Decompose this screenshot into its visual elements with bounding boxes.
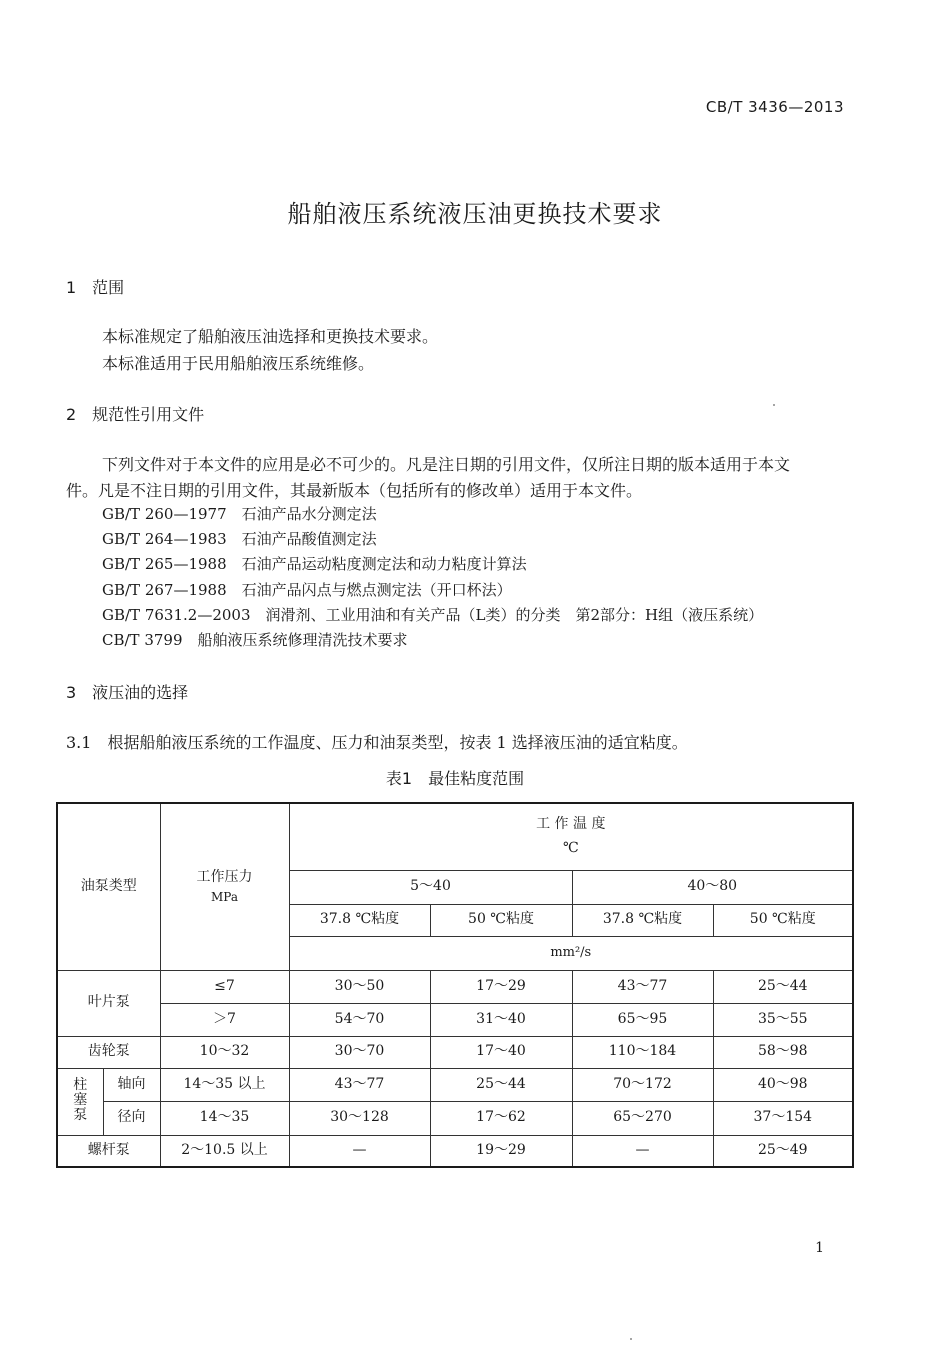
table-row [57,970,853,1003]
table-row [57,1036,853,1068]
table-row [57,1135,853,1167]
pump-vane: 叶片泵 [57,970,160,1036]
value-cell: 25～44 [430,1068,572,1101]
header-range-5-40: 5～40 [289,870,572,904]
viscosity-table [56,802,854,1168]
pressure-cell: 10～32 [160,1036,289,1068]
pump-screw: 螺杆泵 [57,1135,160,1167]
table-caption: 表1 最佳粘度范围 [385,769,525,788]
header-temperature-unit: ℃ [562,839,579,856]
header-visc-50: 50 ℃粘度 [430,904,572,936]
reference-item: GB/T 267—1988 石油产品闪点与燃点测定法（开口杯法） [102,581,512,599]
pump-gear: 齿轮泵 [57,1036,160,1068]
header-temperature [289,803,853,870]
value-cell: 43～77 [572,970,713,1003]
reference-item: GB/T 264—1983 石油产品酸值测定法 [102,530,377,548]
header-range-40-80: 40～80 [572,870,853,904]
reference-item: GB/T 265—1988 石油产品运动粘度测定法和动力粘度计算法 [102,555,527,573]
value-cell: 25～44 [713,970,853,1003]
header-pump-type: 油泵类型 [57,803,160,970]
value-cell: 17～40 [430,1036,572,1068]
value-cell: 43～77 [289,1068,430,1101]
header-visc-37-8: 37.8 ℃粘度 [289,904,430,936]
reference-item: GB/T 7631.2—2003 润滑剂、工业用油和有关产品（L类）的分类 第2部分：H组（液压系统） [102,606,764,624]
value-cell: 65～270 [572,1101,713,1135]
header-pressure-label: 工作压力 [196,868,253,885]
value-cell: 19～29 [430,1135,572,1167]
table-row [57,1101,853,1135]
section-3-heading: 3 液压油的选择 [66,683,189,702]
header-pressure [160,803,289,970]
pump-piston-label: 柱塞泵 [73,1077,88,1124]
table-row [57,1003,853,1036]
header-visc-unit: mm²/s [289,936,853,970]
header-pressure-unit: MPa [211,890,238,904]
piston-subtype: 轴向 [103,1068,160,1101]
value-cell: — [572,1135,713,1167]
section-1-paragraph-2: 本标准适用于民用船舶液压系统维修。 [102,354,375,373]
table-row [57,1068,853,1101]
value-cell: 35～55 [713,1003,853,1036]
value-cell: 31～40 [430,1003,572,1036]
pressure-cell: ≤7 [160,970,289,1003]
section-2-intro-line-2: 件。凡是不注日期的引用文件，其最新版本（包括所有的修改单）适用于本文件。 [66,481,643,500]
value-cell: 40～98 [713,1068,853,1101]
value-cell: 17～29 [430,970,572,1003]
section-1-paragraph-1: 本标准规定了船舶液压油选择和更换技术要求。 [102,327,439,346]
scan-speck [773,404,775,406]
value-cell: 30～50 [289,970,430,1003]
scan-speck [630,1338,632,1340]
pump-piston [57,1068,103,1135]
header-visc-37-8: 37.8 ℃粘度 [572,904,713,936]
section-1-heading: 1 范围 [66,278,125,297]
value-cell: 54～70 [289,1003,430,1036]
section-2-heading: 2 规范性引用文件 [66,405,205,424]
document-number: CB/T 3436—2013 [705,98,844,116]
section-2-intro-line-1: 下列文件对于本文件的应用是必不可少的。凡是注日期的引用文件，仅所注日期的版本适用于本文 [102,455,791,474]
page-title: 船舶液压系统液压油更换技术要求 [287,200,663,228]
value-cell: 58～98 [713,1036,853,1068]
value-cell: — [289,1135,430,1167]
value-cell: 25～49 [713,1135,853,1167]
value-cell: 30～128 [289,1101,430,1135]
value-cell: 70～172 [572,1068,713,1101]
page-number: 1 [815,1240,824,1256]
pressure-cell: ＞7 [160,1003,289,1036]
value-cell: 30～70 [289,1036,430,1068]
pressure-cell: 14～35 [160,1101,289,1135]
header-temperature-label: 工 作 温 度 [536,816,606,833]
pressure-cell: 2～10.5 以上 [160,1135,289,1167]
reference-item: CB/T 3799 船舶液压系统修理清洗技术要求 [102,631,408,649]
header-visc-50: 50 ℃粘度 [713,904,853,936]
clause-3-1: 3.1 根据船舶液压系统的工作温度、压力和油泵类型，按表 1 选择液压油的适宜粘度。 [66,733,688,752]
value-cell: 17～62 [430,1101,572,1135]
pressure-cell: 14～35 以上 [160,1068,289,1101]
piston-subtype: 径向 [103,1101,160,1135]
reference-item: GB/T 260—1977 石油产品水分测定法 [102,505,377,523]
value-cell: 65～95 [572,1003,713,1036]
value-cell: 110～184 [572,1036,713,1068]
value-cell: 37～154 [713,1101,853,1135]
